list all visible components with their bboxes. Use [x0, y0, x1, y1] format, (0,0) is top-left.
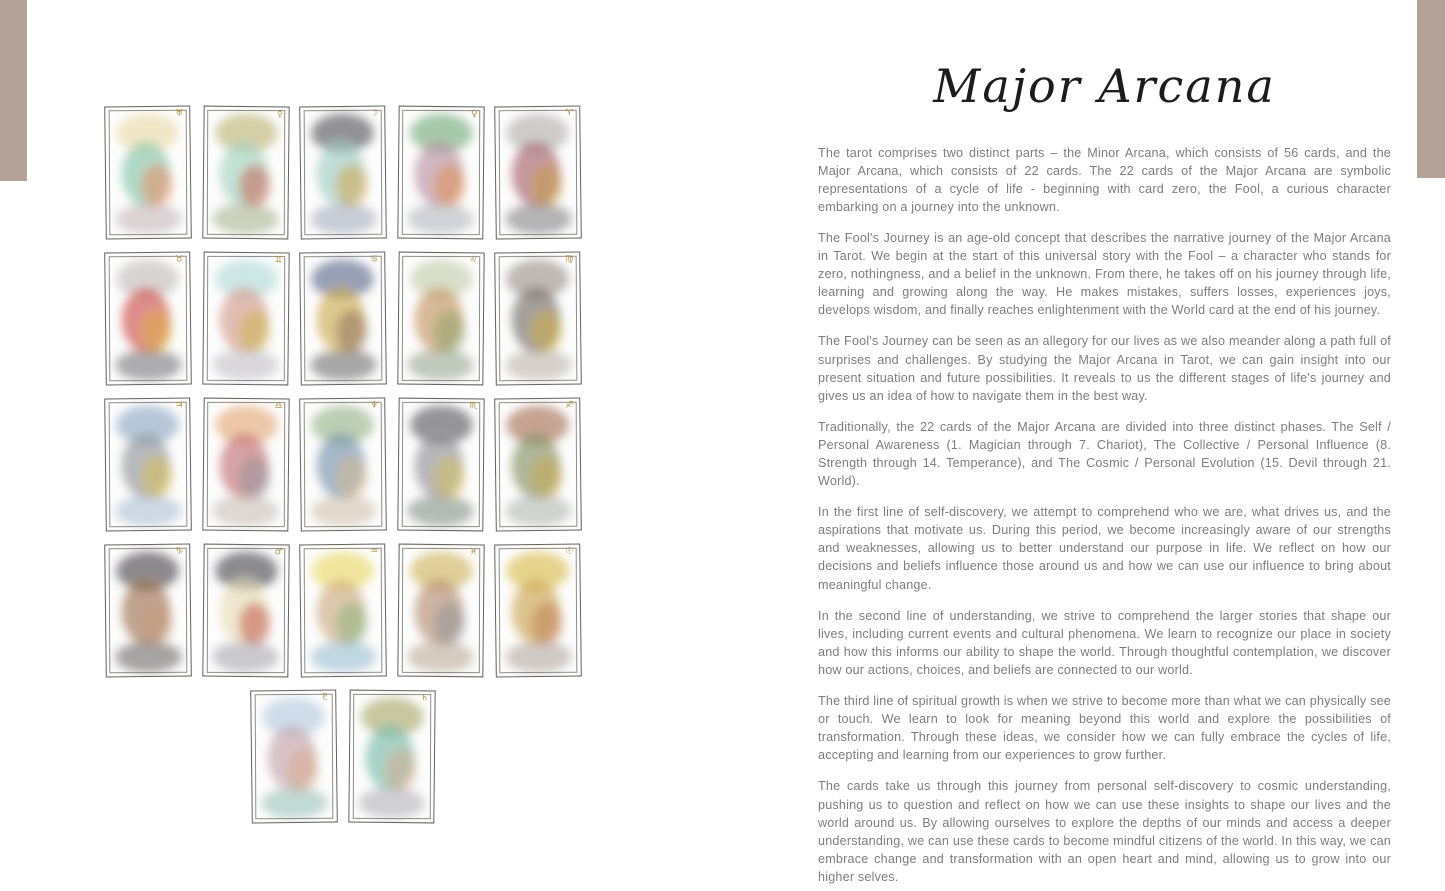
astrological-glyph-icon: ♂	[273, 547, 283, 558]
astrological-glyph-icon: ♑	[175, 546, 184, 557]
astrological-glyph-icon: ♊	[273, 255, 283, 266]
body-paragraph-3: The Fool's Journey can be seen as an allegory for our lives as we also meander along a path full of surprises and challenges. By studying the Major Arcana in Tarot, we can gain insight into our present situation and future possibilities. It reveals to us the different stages of life's journey and gives us an idea of how to navigate them in the best way.	[818, 334, 1391, 403]
text-page	[818, 50, 1391, 891]
tarot-card-judgement	[250, 689, 338, 823]
astrological-glyph-icon: ♆	[370, 400, 379, 411]
astrological-glyph-icon: ♍	[565, 254, 574, 265]
accent-block-top-left	[0, 0, 27, 181]
astrological-glyph-icon: ♀	[470, 109, 478, 120]
tarot-card-the-fool	[104, 105, 192, 239]
body-paragraph-8: The cards take us through this journey from personal self-discovery to cosmic understanding, pushing us to question and reflect on how we can use these insights to shape our lives and the world around us. By allowing ourselves to explore the depths of our minds and access a deeper understanding, we can use these cards to become mindful citizens of the world. In this way, we can embrace change and transformation with an open heart and mind, allowing us to grow into our higher selves.	[818, 779, 1391, 884]
card-inner-frame	[304, 402, 383, 527]
tarot-card-the-star	[299, 543, 387, 677]
tarot-card-strength	[397, 252, 484, 386]
tarot-card-the-moon	[397, 544, 484, 678]
tarot-card-death	[397, 398, 484, 532]
astrological-glyph-icon: ♓	[468, 547, 478, 558]
card-inner-frame	[206, 548, 284, 673]
tarot-card-the-chariot	[299, 251, 387, 385]
tarot-card-the-magician	[202, 106, 289, 240]
astrological-glyph-icon: ♎	[273, 401, 283, 412]
body-paragraph-1: The tarot comprises two distinct parts – the Minor Arcana, which consists of 56 cards, and the Major Arcana, which consists of 22 cards. The 22 cards of the Major Arcana are symbolic representations of a cycle of life - beginning with card zero, the Fool, a curious character embarking on a journey into the unknown.	[818, 145, 1391, 214]
card-inner-frame	[304, 110, 383, 235]
tarot-card-the-devil	[104, 543, 192, 677]
tarot-card-grid	[105, 106, 581, 836]
tarot-card-the-empress	[397, 106, 484, 240]
card-inner-frame	[255, 694, 334, 819]
body-paragraph-5: In the first line of self-discovery, we attempt to comprehend who we are, what drives us, and the aspirations that motivate us. During this period, we become increasingly aware of our strengths and weaknesses, allowing us to better understand our purpose in life. We reflect on how our decisions and beliefs influence those around us and how we can use our influence to bring about meaningful change.	[818, 505, 1391, 592]
card-inner-frame	[499, 256, 578, 381]
card-row	[105, 106, 581, 239]
body-paragraph-2: The Fool's Journey is an age-old concept that describes the narrative journey of the Major Arcana in Tarot. We begin at the start of this universal story with the Fool – a character who stands for zero, nothingness, and a belief in the unknown. From there, he takes off on his journey through life, learning and growing along the way. He makes mistakes, suffers losses, experiences joys, develops wisdom, and finally reaches enlightenment with the World card at the end of his journey.	[818, 230, 1391, 318]
tarot-card-the-emperor	[494, 105, 582, 239]
card-inner-frame	[206, 256, 284, 381]
body-paragraph-4: Traditionally, the 22 cards of the Major Arcana are divided into three distinct phases. The Self / Personal Awareness (1. Magician through 7. Chariot), The Collective / Personal Influence (8. Strength through 14. Temperance), and The Cosmic / Personal Evolution (15. Devil through 21. World).	[818, 419, 1391, 489]
astrological-glyph-icon: ♄	[420, 693, 429, 704]
tarot-card-the-high-priestess	[299, 105, 387, 239]
card-inner-frame	[499, 548, 578, 673]
card-inner-frame	[499, 402, 578, 527]
body-paragraph-7: The third line of spiritual growth is when we strive to become more than what we can physically see or touch. We learn to look for meaning beyond this world and explore the possibilities of transformation. Through these ideas, we consider how we can fully embrace the cycles of life, accepting and learning from our experiences to grow further.	[818, 694, 1391, 763]
card-inner-frame	[353, 694, 431, 819]
astrological-glyph-icon: ♉	[175, 254, 184, 265]
tarot-card-the-world	[348, 690, 435, 824]
astrological-glyph-icon: ♇	[321, 692, 330, 703]
card-inner-frame	[401, 548, 479, 673]
tarot-card-the-hierophant	[104, 251, 192, 385]
astrological-glyph-icon: ♈	[565, 108, 574, 119]
tarot-card-wheel-of-fortune	[104, 397, 192, 531]
card-inner-frame	[401, 110, 479, 235]
astrological-glyph-icon: ♃	[175, 400, 184, 411]
card-inner-frame	[109, 110, 188, 235]
astrological-glyph-icon: ♅	[175, 108, 184, 119]
card-inner-frame	[109, 256, 188, 381]
card-row	[105, 690, 581, 823]
tarot-card-temperance	[494, 397, 582, 531]
card-inner-frame	[206, 110, 284, 235]
accent-block-top-right	[1417, 0, 1445, 178]
card-inner-frame	[304, 256, 383, 381]
card-inner-frame	[109, 402, 188, 527]
astrological-glyph-icon: ☉	[565, 546, 574, 557]
tarot-card-the-sun	[494, 543, 582, 677]
tarot-card-the-tower	[202, 544, 289, 678]
tarot-card-the-lovers	[202, 252, 289, 386]
card-row	[105, 544, 581, 677]
astrological-glyph-icon: ♌	[468, 255, 478, 266]
card-inner-frame	[499, 110, 578, 235]
astrological-glyph-icon: ☽	[370, 108, 379, 119]
tarot-card-justice	[202, 398, 289, 532]
card-row	[105, 398, 581, 531]
astrological-glyph-icon: ♐	[565, 400, 574, 411]
card-row	[105, 252, 581, 385]
card-inner-frame	[401, 256, 479, 381]
card-inner-frame	[304, 548, 383, 673]
card-inner-frame	[401, 402, 479, 527]
card-inner-frame	[109, 548, 188, 673]
astrological-glyph-icon: ☿	[276, 109, 283, 120]
astrological-glyph-icon: ♏	[468, 401, 478, 412]
astrological-glyph-icon: ♋	[370, 254, 379, 265]
page-title: Major Arcana	[933, 59, 1276, 113]
body-copy	[818, 144, 1391, 886]
tarot-card-the-hanged-man	[299, 397, 387, 531]
astrological-glyph-icon: ♒	[370, 546, 379, 557]
body-paragraph-6: In the second line of understanding, we strive to comprehend the larger stories that shape our lives, including current events and cultural phenomena. We learn to recognize our place in society and how this informs our ability to shape the world. Through thoughtful contemplation, we discover how our actions, choices, and beliefs are connected to our world.	[818, 608, 1391, 677]
card-inner-frame	[206, 402, 284, 527]
tarot-card-the-hermit	[494, 251, 582, 385]
